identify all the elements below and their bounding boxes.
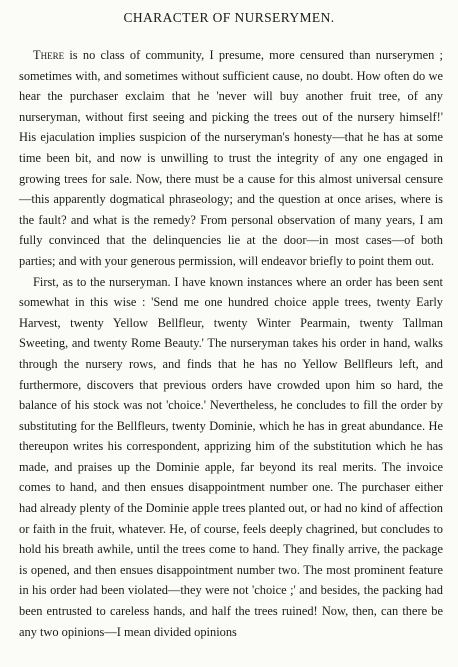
drop-word: There	[33, 48, 65, 62]
paragraph-1	[19, 45, 443, 272]
paragraph-2: First, as to the nurseryman. I have known instances where an order has been sent somewhat in this wise : 'Send me one hundred choice apple trees, twenty Early Harvest, twenty Yellow Bellfleur, twenty Winter Pearmain, twenty Tallman Sweeting, and twenty Rome Beauty.' The nurseryman takes his order in hand, walks through the nursery rows, and finds that he has no Yellow Bellfleurs left, and furthermore, discovers that previous orders have crowded upon him so hard, the balance of his stock was not 'choice.' Nevertheless, he concludes to fill the order by substituting for the Bellfleurs, twenty Dominie, which he has in great abundance. He thereupon writes his correspondent, apprizing him of the substitution which he has made, and praises up the Dominie apple, far beyond its real merits. The invoice comes to hand, and then ensues disappointment number one. The purchaser either had already plenty of the Dominie apple trees planted out, or had no kind of affection or faith in the fruit, whatever. He, of course, feels deeply chagrined, but concludes to hold his breath awhile, until the trees come to hand. They finally arrive, the package is opened, and then ensues disappointment number two. The most prominent feature in his order had been violated—they were not 'choice ;' and besides, the packing had been entrusted to careless hands, and half the trees ruined! Now, then, can there be any two opinions—I mean divided opinions	[19, 274, 443, 639]
paragraph-1-text: is no class of community, I presume, more censured than nurserymen ; sometimes with, and sometimes without sufficient cause, no doubt. How often do we hear the purchaser exclaim that he 'never will buy another fruit tree, of any nurseryman, without first seeing and picking the trees out of the nursery himself!' His ejaculation implies suspicion of the nurseryman's honesty—that he has at some time been bit, and now is unwilling to trust the integrity of any one engaged in growing trees for sale. Now, there must be a cause for this almost universal censure—this apparently dogmatical phraseology; and the question at once arises, where is the fault? and what is the remedy? From personal observation of many years, I am fully convinced that the delinquencies lie at the door—in most cases—of both parties; and with your generous permission, will endeavor briefly to point them out.	[19, 48, 443, 268]
page-title: CHARACTER OF NURSERYMEN.	[123, 10, 335, 25]
article-body	[19, 45, 443, 642]
